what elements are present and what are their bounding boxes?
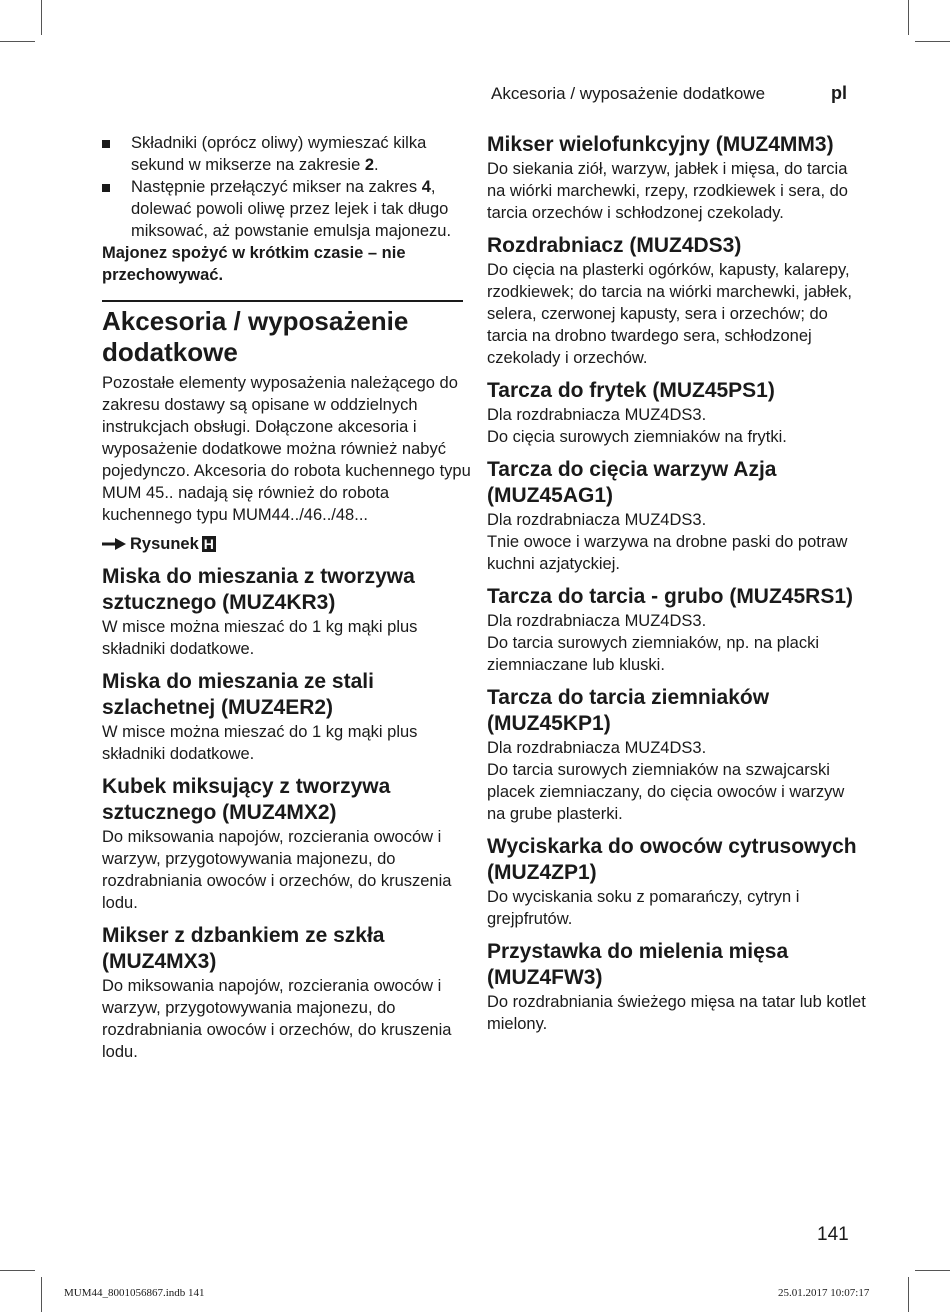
- footer-timestamp: 25.01.2017 10:07:17: [778, 1287, 870, 1299]
- storage-warning: Majonez spożyć w krótkim czasie – nie przechowywać.: [102, 244, 406, 284]
- crop-mark: [41, 0, 42, 35]
- accessory-description: Dla rozdrabniacza MUZ4DS3.: [487, 612, 707, 630]
- figure-letter-badge: H: [203, 536, 214, 552]
- accessory-description: W misce można mieszać do 1 kg mąki plus składniki dodatkowe.: [102, 618, 418, 658]
- section-heading: Akcesoria / wyposażenie dodatkowe: [102, 306, 409, 367]
- accessory-title: Tarcza do cięcia warzyw Azja (MUZ45AG1): [487, 458, 777, 507]
- accessory-title: Miska do mieszania z tworzywa sztucznego (MUZ4KR3): [102, 565, 415, 614]
- accessory-description: Do miksowania napojów, rozcierania owoców i warzyw, przygotowywania majonezu, do rozdrabniania owoców i orzechów, do kruszenia lodu.: [102, 828, 452, 912]
- section-divider: [102, 300, 463, 302]
- accessory-title: Wyciskarka do owoców cytrusowych (MUZ4ZP1): [487, 835, 857, 884]
- accessory-title: Kubek miksujący z tworzywa sztucznego (MUZ4MX2): [102, 775, 391, 824]
- left-column: [102, 132, 472, 1063]
- figure-label: Rysunek: [130, 535, 199, 553]
- accessory-description: Dla rozdrabniacza MUZ4DS3.: [487, 739, 707, 757]
- crop-mark: [0, 41, 35, 42]
- accessory-description: Do wyciskania soku z pomarańczy, cytryn i grejpfrutów.: [487, 888, 800, 928]
- accessory-title: Tarcza do tarcia ziemniaków (MUZ45KP1): [487, 686, 770, 735]
- crop-mark: [0, 1270, 35, 1271]
- crop-mark: [41, 1277, 42, 1312]
- figure-reference: [102, 533, 472, 555]
- accessory-description: Do cięcia na plasterki ogórków, kapusty, kalarepy, rzodkiewek; do tarcia na wiórki marchewki, jabłek, selera, czerwonej kapusty, sera i orzechów; do tarcia na drobno twardego sera, schłodzonej czekolady i orzechów.: [487, 261, 852, 367]
- accessory-title: Rozdrabniacz (MUZ4DS3): [487, 234, 742, 257]
- running-header-title: Akcesoria / wyposażenie dodatkowe: [491, 84, 766, 103]
- accessory-title: Tarcza do frytek (MUZ45PS1): [487, 379, 775, 402]
- step-item: Składniki (oprócz oliwy) wymieszać kilka sekund w mikserze na zakresie 2.: [102, 132, 472, 176]
- accessory-description: W misce można mieszać do 1 kg mąki plus składniki dodatkowe.: [102, 723, 418, 763]
- accessory-description: Do siekania ziół, warzyw, jabłek i mięsa, do tarcia na wiórki marchewki, rzepy, rzodkiewek i sera, do tarcia orzechów i schłodzonej czekolady.: [487, 160, 848, 222]
- step-item: Następnie przełączyć mikser na zakres 4, dolewać powoli oliwę przez lejek i tak długo miksować, aż powstanie emulsja majonezu.: [102, 176, 472, 242]
- accessory-description: Do tarcia surowych ziemniaków, np. na placki ziemniaczane lub kluski.: [487, 634, 819, 674]
- accessory-title: Mikser z dzbankiem ze szkła (MUZ4MX3): [102, 924, 385, 973]
- crop-mark: [915, 41, 950, 42]
- accessory-description: Dla rozdrabniacza MUZ4DS3.: [487, 511, 707, 529]
- footer-file-info: MUM44_8001056867.indb 141: [64, 1287, 205, 1299]
- crop-mark: [915, 1270, 950, 1271]
- accessory-description: Do cięcia surowych ziemniaków na frytki.: [487, 428, 787, 446]
- accessory-description: Dla rozdrabniacza MUZ4DS3.: [487, 406, 707, 424]
- language-code: pl: [831, 83, 847, 103]
- right-column: [487, 132, 867, 1035]
- arrow-right-icon: [102, 537, 126, 551]
- accessory-description: Do tarcia surowych ziemniaków na szwajcarski placek ziemniaczany, do cięcia owoców i warzyw na grube plasterki.: [487, 761, 845, 823]
- accessory-description: Tnie owoce i warzywa na drobne paski do potraw kuchni azjatyckiej.: [487, 533, 848, 573]
- crop-mark: [908, 1277, 909, 1312]
- page-number: 141: [817, 1224, 849, 1245]
- bullet-square-icon: [102, 184, 110, 192]
- accessory-title: Mikser wielofunkcyjny (MUZ4MM3): [487, 133, 834, 156]
- accessory-description: Do miksowania napojów, rozcierania owoców i warzyw, przygotowywania majonezu, do rozdrabniania owoców i orzechów, do kruszenia lodu.: [102, 977, 452, 1061]
- intro-paragraph: Pozostałe elementy wyposażenia należącego do zakresu dostawy są opisane w oddzielnych instrukcjach obsługi. Dołączone akcesoria i wyposażenie dodatkowe można również nabyć pojedynczo. Akcesoria do robota kuchennego typu MUM 45.. nadają się również do robota kuchennego typu MUM44../46../48...: [102, 374, 471, 524]
- accessory-title: Przystawka do mielenia mięsa (MUZ4FW3): [487, 940, 789, 989]
- crop-mark: [908, 0, 909, 35]
- bullet-square-icon: [102, 140, 110, 148]
- accessory-title: Tarcza do tarcia - grubo (MUZ45RS1): [487, 585, 854, 608]
- accessory-description: Do rozdrabniania świeżego mięsa na tatar lub kotlet mielony.: [487, 993, 866, 1033]
- accessory-title: Miska do mieszania ze stali szlachetnej (MUZ4ER2): [102, 670, 374, 719]
